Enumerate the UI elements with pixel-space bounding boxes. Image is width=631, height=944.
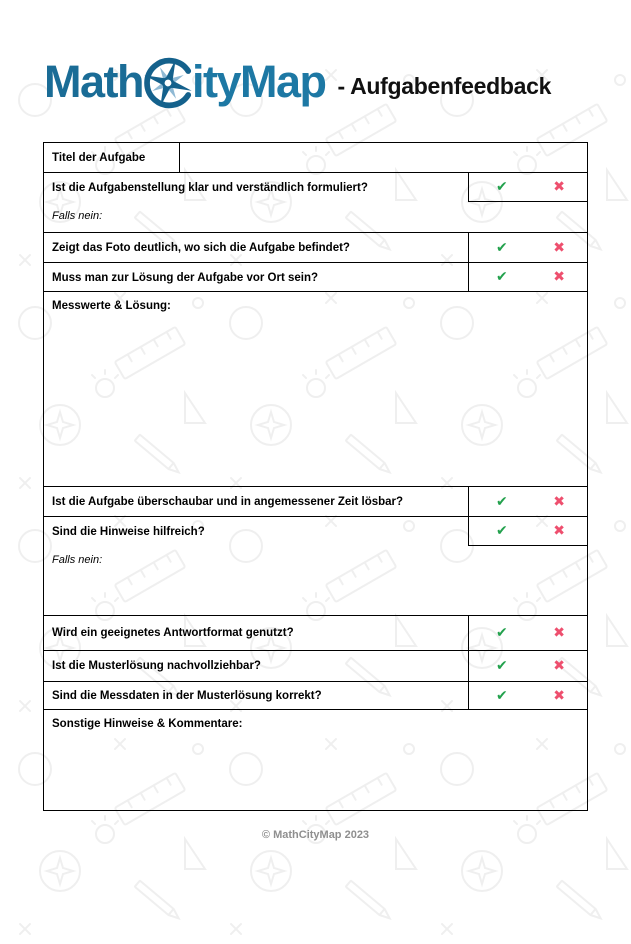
cross-icon[interactable]: ✖	[553, 625, 565, 641]
row-kommentare-area[interactable]	[44, 710, 587, 810]
answer-cell	[468, 682, 587, 709]
cross-icon[interactable]: ✖	[553, 658, 565, 674]
cross-icon[interactable]: ✖	[553, 493, 565, 510]
row-question-messdaten	[44, 682, 587, 710]
row-messwerte-area[interactable]	[44, 292, 587, 487]
task-title-label: Titel der Aufgabe	[44, 143, 180, 172]
check-icon[interactable]: ✔	[496, 239, 508, 256]
answer-cell	[468, 616, 587, 650]
answer-cell	[468, 173, 587, 202]
answer-cell	[468, 233, 587, 262]
page-title: - Aufgabenfeedback	[337, 72, 552, 99]
answer-cell	[468, 263, 587, 291]
check-icon[interactable]: ✔	[496, 687, 508, 704]
answer-cell	[468, 487, 587, 516]
row-question-ueberschaubar	[44, 487, 587, 517]
feedback-form-table	[43, 142, 588, 811]
answer-cell	[468, 651, 587, 681]
question-label: Muss man zur Lösung der Aufgabe vor Ort sein?	[52, 271, 319, 284]
answer-cell	[468, 517, 587, 546]
question-label: Ist die Aufgabenstellung klar und verständlich formuliert?	[52, 181, 368, 194]
question-label: Wird ein geeignetes Antwortformat genutzt?	[52, 627, 294, 639]
check-icon[interactable]: ✔	[496, 179, 508, 195]
check-icon[interactable]: ✔	[496, 625, 508, 641]
mathcitymap-logo	[44, 54, 326, 108]
row-task-title	[44, 143, 587, 173]
row-question-antwortformat	[44, 616, 587, 651]
kommentare-label: Sonstige Hinweise & Kommentare:	[52, 718, 243, 730]
row-question-musterloesung	[44, 651, 587, 682]
check-icon[interactable]: ✔	[496, 523, 508, 539]
question-label: Sind die Messdaten in der Musterlösung korrekt?	[52, 689, 322, 702]
question-label: Ist die Musterlösung nachvollziehbar?	[52, 660, 261, 672]
cross-icon[interactable]: ✖	[553, 179, 565, 195]
row-question-aufgabenstellung	[44, 173, 587, 233]
row-question-foto	[44, 233, 587, 263]
falls-nein-note: Falls nein:	[52, 210, 103, 222]
copyright-footer: © MathCityMap 2023	[261, 829, 370, 841]
question-label: Sind die Hinweise hilfreich?	[52, 525, 205, 538]
falls-nein-note: Falls nein:	[52, 554, 103, 566]
compass-icon	[141, 56, 195, 110]
question-label: Ist die Aufgabe überschaubar und in angemessener Zeit lösbar?	[52, 495, 404, 508]
check-icon[interactable]: ✔	[496, 493, 508, 510]
row-question-hinweise	[44, 517, 587, 616]
cross-icon[interactable]: ✖	[553, 687, 565, 704]
messwerte-label: Messwerte & Lösung:	[52, 300, 171, 312]
document-page	[0, 50, 631, 944]
cross-icon[interactable]: ✖	[553, 269, 565, 285]
task-title-input[interactable]	[180, 143, 587, 172]
question-label: Zeigt das Foto deutlich, wo sich die Aufgabe befindet?	[52, 241, 350, 254]
row-question-vor-ort	[44, 263, 587, 292]
check-icon[interactable]: ✔	[496, 658, 508, 674]
page-header	[44, 50, 631, 112]
logo-text-citymap: ityMap	[192, 55, 326, 107]
cross-icon[interactable]: ✖	[553, 523, 565, 539]
check-icon[interactable]: ✔	[496, 269, 508, 285]
logo-text-math: Math	[44, 55, 143, 107]
cross-icon[interactable]: ✖	[553, 239, 565, 256]
